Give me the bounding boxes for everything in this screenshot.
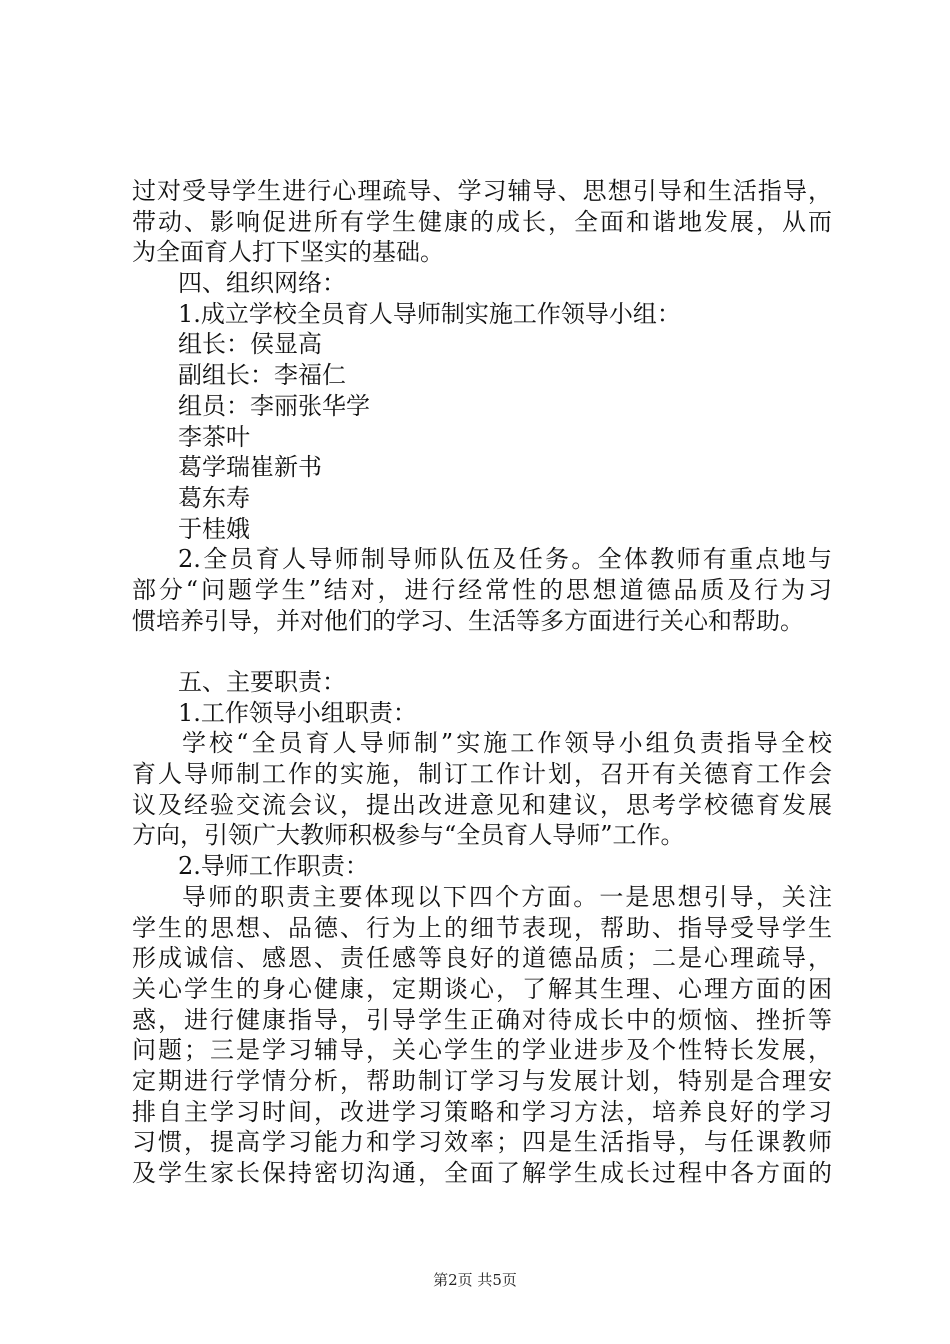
paragraph-line: 2.全员育人导师制导师队伍及任务。全体教师有重点地与	[178, 545, 832, 574]
paragraph-line: 排自主学习时间，改进学习策略和学习方法，培养良好的学习	[132, 1097, 832, 1126]
paragraph-line: 育人导师制工作的实施，制订工作计划，召开有关德育工作会	[132, 760, 832, 789]
paragraph-line: 形成诚信、感恩、责任感等良好的道德品质；二是心理疏导，	[132, 944, 832, 973]
subheading-mentor-duties: 2.导师工作职责：	[178, 852, 369, 881]
paragraph-line: 学校“全员育人导师制”实施工作领导小组负责指导全校	[182, 729, 832, 758]
paragraph-line: 问题；三是学习辅导，关心学生的学业进步及个性特长发展，	[132, 1036, 832, 1065]
paragraph-line: 导师的职责主要体现以下四个方面。一是思想引导，关注	[182, 882, 832, 911]
paragraph-line: 关心学生的身心健康，定期谈心，了解其生理、心理方面的困	[132, 974, 832, 1003]
paragraph-line: 为全面育人打下坚实的基础。	[132, 238, 444, 267]
section-heading-duties: 五、主要职责：	[178, 668, 346, 696]
members-line: 组员：李丽张华学	[178, 391, 370, 420]
paragraph-line: 过对受导学生进行心理疏导、学习辅导、思想引导和生活指导，	[132, 177, 832, 205]
member-name: 于桂娥	[178, 514, 250, 543]
page-number-footer: 第2页 共5页	[433, 1271, 517, 1289]
paragraph-line: 带动、影响促进所有学生健康的成长，全面和谐地发展，从而	[132, 207, 832, 236]
paragraph-line: 方向，引领广大教师积极参与“全员育人导师”工作。	[132, 821, 685, 850]
member-name: 李茶叶	[178, 422, 250, 451]
subheading-group-duties: 1.工作领导小组职责：	[178, 698, 417, 727]
paragraph-line: 及学生家长保持密切沟通，全面了解学生成长过程中各方面的	[132, 1159, 832, 1187]
member-name: 葛东寿	[178, 483, 250, 512]
paragraph-line: 定期进行学情分析，帮助制订学习与发展计划，特别是合理安	[132, 1066, 832, 1095]
paragraph-line: 部分“问题学生”结对，进行经常性的思想道德品质及行为习	[132, 575, 832, 604]
member-name: 葛学瑞崔新书	[178, 453, 322, 482]
body-text	[132, 176, 832, 1189]
paragraph-line: 惑，进行健康指导，引导学生正确对待成长中的烦恼、挫折等	[132, 1005, 832, 1034]
paragraph-line: 议及经验交流会议，提出改进意见和建议，思考学校德育发展	[132, 790, 832, 819]
subheading-leadership-group: 1.成立学校全员育人导师制实施工作领导小组：	[178, 299, 681, 328]
paragraph-line: 惯培养引导，并对他们的学习、生活等多方面进行关心和帮助。	[132, 606, 804, 635]
deputy-leader-line: 副组长：李福仁	[178, 361, 346, 390]
paragraph-line: 学生的思想、品德、行为上的细节表现，帮助、指导受导学生	[132, 913, 832, 942]
group-leader-line: 组长：侯显高	[178, 330, 322, 359]
section-heading-organization: 四、组织网络：	[178, 269, 346, 298]
blank-line	[132, 636, 832, 667]
paragraph-line: 习惯，提高学习能力和学习效率；四是生活指导，与任课教师	[132, 1128, 832, 1157]
